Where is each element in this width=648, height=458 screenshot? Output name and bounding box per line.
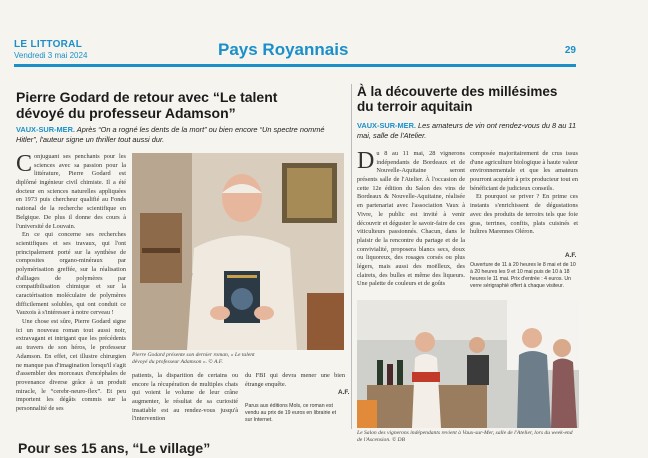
article-left-lede (16, 125, 341, 144)
article-left-col3 (245, 372, 345, 389)
paragraph: composée majoritairement de crus issus d'une agriculture biologique à haute valeur environnementale et que les amateurs pourront acquérir à prix producteur tout en bénéficiant de judicieux conseils. (470, 150, 578, 192)
article-right-signature: A.F. (565, 252, 577, 259)
title-line: du terroir aquitain (357, 99, 473, 115)
book-info-box: Parus aux éditions Mols, ce roman est vendu au prix de 19 euros en librairie et sur Internet. (245, 403, 337, 424)
author-photo-caption: Pierre Godard présente son dernier roman, « Le talent dévoyé du professeur Adamson ». © A.F. (132, 352, 255, 366)
header-rule (14, 64, 576, 67)
masthead (14, 39, 87, 60)
article-right-lede (357, 121, 582, 140)
author-photo (132, 153, 344, 350)
page-number: 29 (564, 45, 576, 56)
next-article-teaser: Pour ses 15 ans, “Le village” (18, 440, 211, 456)
lede-text: Après “On a rogné les dents de la mort” ou bien encore “Un spectre nommé Hitler”, l'auteur signe un thriller tout aussi dur. (16, 125, 325, 144)
paragraph: u 8 au 11 mai, 28 vignerons indépendants de Bordeaux et de Nouvelle-Aquitaine seront présents salle de l'Atelier. À l'occasion de cette 12e édition du Salon des vins de Bordeaux & Nouvelle-Aquitaine, réalisée en partenariat avec l'association Vaux à Vivre, le public est invité à venir découvrir et déguster le savoir-faire de ces viticulteurs passionnés. Chacun, dans le plaisir de la rencontre du partage et de la convivialité, proposera blancs secs, doux ou liquoreux, des rosages corsés ou plus légers, mais aussi des moëlleux, des clairets, des bulles et même des liqueurs. Une palette de couleurs et de goûts (357, 150, 465, 288)
paragraph: onjuguant ses penchants pour les sciences avec sa passion pour la littérature, Pierre Godard est diplômé ingénieur civil chimiste. Il a été docteur en sciences naturelles appliquées en 1973 puis chercheur qualifié au Fonds national de la recherche scientifique en Belgique. De plus il donne des cours à l'université de Louvain. (16, 153, 126, 230)
section-title: Pays Royannais (218, 40, 349, 59)
lede-location: VAUX-SUR-MER. (16, 125, 75, 134)
paragraph: patients, la disparition de certains ou encore la récupération de multiples chats qui voient le volume de leur crâne augmenter, le résultat de sa curiosité insatiable est au rendez-vous jusqu'à l'intervention (132, 372, 238, 423)
article-left-title (16, 90, 341, 121)
brand-name: LE LITTORAL (14, 39, 83, 50)
article-left-signature: A.F. (338, 389, 350, 396)
salon-info-box: Ouverture de 11 à 20 heures le 8 mai et de 10 à 20 heures les 9 et 10 mai puis de 10 à 18 heures le 11 mai. Prix d'entrée : 4 euros. Un verre sérigraphié offert à chaque visiteur. (470, 262, 576, 290)
wine-salon-photo (357, 300, 579, 428)
wine-salon-caption: Le Salon des vignerons indépendants revient à Vaux-sur-Mer, salle de l'Atelier, lors du week-end de l'Ascension. © DB (357, 430, 573, 444)
title-line: À la découverte des millésimes (357, 84, 558, 99)
article-right-title (357, 84, 582, 114)
article-right-col1 (357, 150, 465, 297)
lede-location: VAUX-SUR-MER. (357, 121, 416, 130)
wine-salon-illustration (357, 300, 579, 428)
title-line: Pierre Godard de retour avec “Le talent (16, 89, 278, 105)
title-line: dévoyé du professeur Adamson” (16, 104, 236, 121)
author-photo-illustration (132, 153, 344, 350)
drop-cap: D (357, 150, 375, 174)
drop-cap: C (16, 153, 33, 177)
article-right-col2 (470, 150, 578, 254)
article-left-col2 (132, 372, 238, 426)
paragraph: Et pourquoi se priver ? En prime ces instants s'enrichissent de dégustations avec des produits de terroirs tels que foie gras, terrines, confits, plats cuisinés et huîtres Marennes Oléron. (470, 193, 578, 236)
paragraph: En ce qui concerne ses recherches scientifiques et ses travaux, qui l'ont principalement porté sur la synthèse de composites organo-minéraux par polymérisation greffée, sur la réalisation d'alliages de polymères par compatibilisation chimique et sur la caractérisation moléculaire de polymères difficilement solubles, qui ont conduit ce Vauxois à s'intéresser à notre cerveau ! (16, 231, 126, 317)
lede-text: Les amateurs de vin ont rendez-vous du 8 au 11 mai, salle de l'Atelier. (357, 121, 577, 140)
paragraph: Une chose est sûre, Pierre Godard signe ici un nouveau roman tout aussi noir, extravagant et intrigant que les précédents au travers de son héros, le professeur Adamson. En effet, cet illustre chirurgien ne manque pas d'imagination lorsqu'il s'agit d'assembler des morceaux d'encéphales de provenance diverse grâce à un produit miracle, le “cerebr-neuro-flex”. Et peu importent les dégâts commis sur la personnalité de ses (16, 318, 126, 412)
article-left-col1 (16, 153, 126, 425)
issue-date: Vendredi 3 mai 2024 (14, 51, 88, 60)
paragraph: du FBI qui devra mener une bien étrange enquête. (245, 372, 345, 388)
column-separator (351, 84, 352, 429)
